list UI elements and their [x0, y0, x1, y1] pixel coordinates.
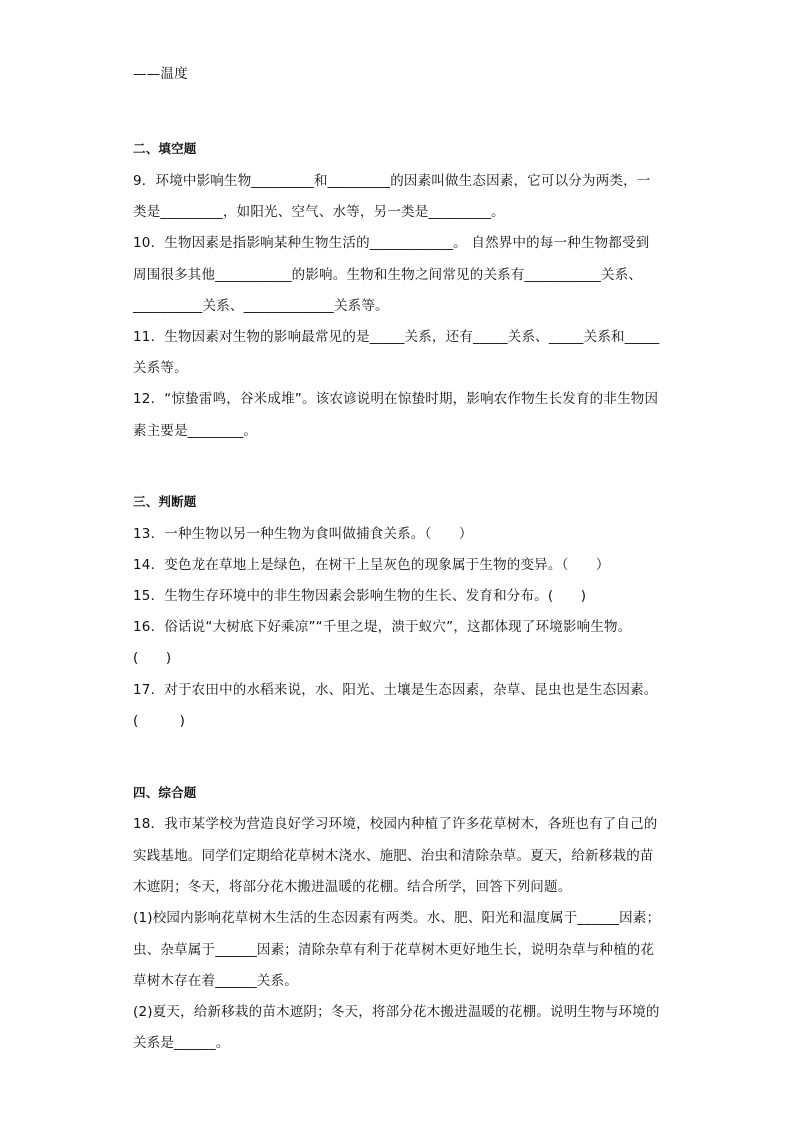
question-18-part-1-line-1: (1)校园内影响花草树木生活的生态因素有两类。水、肥、阳光和温度属于______因素；: [133, 910, 661, 926]
section-heading-true-false: 三、判断题: [133, 494, 197, 509]
section-heading-fill-blank: 二、填空题: [133, 141, 197, 156]
question-16-line-1: 16．俗话说“大树底下好乘凉”“千里之堤，溃于蚁穴”，这都体现了环境影响生物。: [133, 619, 632, 635]
question-11-line-1: 11．生物因素对生物的影响最常见的是_____关系，还有_____关系、_____关系和_____: [133, 329, 660, 345]
question-9-line-2: 类是_________，如阳光、空气、水等，另一类是_________。: [133, 204, 505, 220]
question-18-line-2: 实践基地。同学们定期给花草树木浇水、施肥、治虫和清除杂草。夏天，给新移栽的苗: [133, 848, 654, 864]
answer-fragment: ——温度: [133, 66, 188, 82]
question-10-line-2: 周围很多其他___________的影响。生物和生物之间常见的关系有___________关系、: [133, 267, 643, 283]
question-18-part-2-line-1: (2)夏天，给新移栽的苗木遮阴；冬天，将部分花木搬进温暖的花棚。说明生物与环境的: [133, 1004, 660, 1020]
question-15: 15．生物生存环境中的非生物因素会影响生物的生长、发育和分布。( ): [133, 588, 587, 604]
question-11-line-2: 关系等。: [133, 360, 188, 376]
question-14: 14．变色龙在草地上是绿色，在树干上呈灰色的现象属于生物的变异。（ ）: [133, 557, 610, 573]
question-18-part-2-line-2: 关系是______。: [133, 1035, 230, 1051]
question-17-line-1: 17．对于农田中的水稻来说，水、阳光、土壤是生态因素，杂草、昆虫也是生态因素。: [133, 682, 658, 698]
question-18-part-1-line-3: 草树木存在着______关系。: [133, 973, 298, 989]
question-9-line-1: 9．环境中影响生物_________和_________的因素叫做生态因素，它可以分为两类，一: [133, 173, 651, 189]
question-12-line-2: 素主要是________。: [133, 423, 258, 439]
question-18-line-3: 木遮阴；冬天，将部分花木搬进温暖的花棚。结合所学，回答下列问题。: [133, 879, 572, 895]
question-18-line-1: 18．我市某学校为营造良好学习环境，校园内种植了许多花草树木，各班也有了自己的: [133, 816, 658, 832]
question-12-line-1: 12．“惊蛰雷鸣，谷米成堆”。该农谚说明在惊蛰时期，影响农作物生长发育的非生物因: [133, 391, 659, 407]
question-16-line-2: ( ): [133, 650, 172, 666]
question-17-line-2: ( ): [133, 713, 186, 729]
question-18-part-1-line-2: 虫、杂草属于______因素；清除杂草有利于花草树木更好地生长，说明杂草与种植的花: [133, 942, 655, 958]
section-heading-comprehensive: 四、综合题: [133, 785, 197, 800]
question-13: 13．一种生物以另一种生物为食叫做捕食关系。（ ）: [133, 526, 473, 542]
question-10-line-3: __________关系、_____________关系等。: [133, 298, 389, 314]
question-10-line-1: 10．生物因素是指影响某种生物生活的____________。 自然界中的每一种生物都受到: [133, 235, 650, 251]
